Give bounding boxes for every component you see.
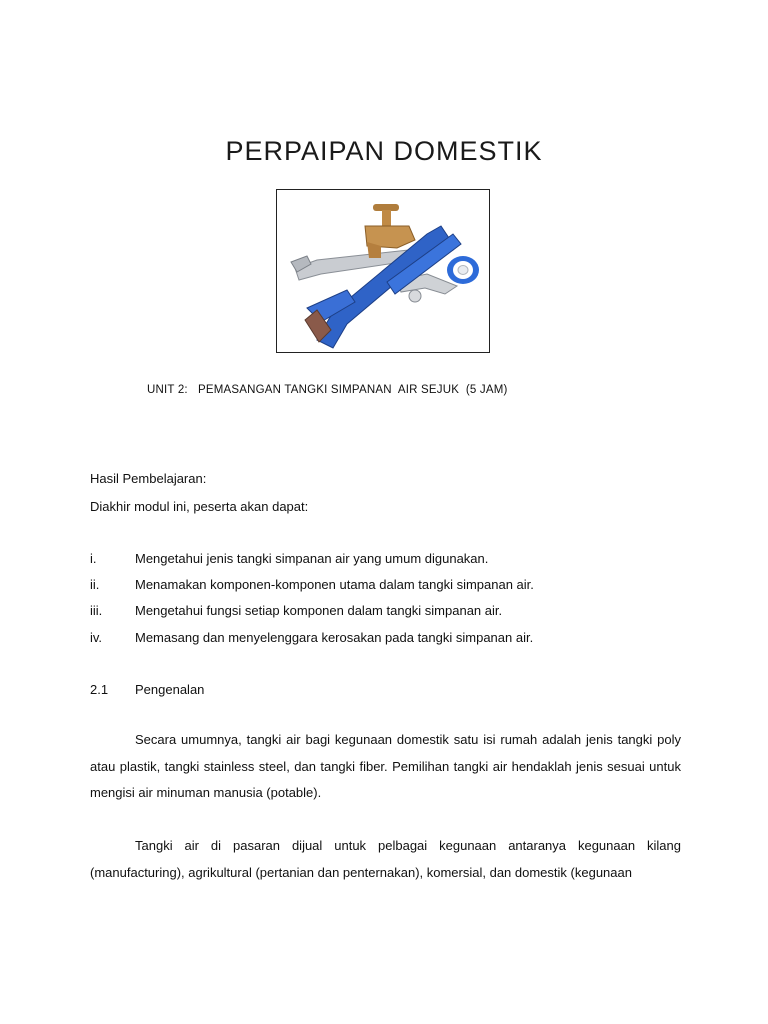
list-item: Menamakan komponen-komponen utama dalam tangki simpanan air. [135,577,534,592]
section-title: Pengenalan [135,682,205,697]
list-item-number: iv. [90,630,103,645]
list-item-number: i. [90,551,97,566]
list-item: Mengetahui fungsi setiap komponen dalam tangki simpanan air. [135,603,503,618]
unit-heading: UNIT 2: PEMASANGAN TANGKI SIMPANAN AIR SEJUK (5 JAM) [147,384,508,396]
paragraph [90,727,681,807]
learning-outcomes-intro: Diakhir modul ini, peserta akan dapat: [90,499,309,514]
list-item: Mengetahui jenis tangki simpanan air yang umum digunakan. [135,551,489,566]
plumbing-tools-image [276,189,490,353]
list-item: Memasang dan menyelenggara kerosakan pada tangki simpanan air. [135,630,534,645]
list-item-number: ii. [90,577,100,592]
paragraph-text: Tangki air di pasaran dijual untuk pelbagai kegunaan antaranya kegunaan kilang (manufacturing), agrikultural (pertanian dan penternakan), komersial, dan domestik (kegunaan [90,838,681,880]
learning-outcomes-heading: Hasil Pembelajaran: [90,471,207,486]
paragraph [90,833,681,886]
list-item-number: iii. [90,603,103,618]
section-number: 2.1 [90,682,109,697]
page-title: PERPAIPAN DOMESTIK [225,136,543,166]
paragraph-text: Secara umumnya, tangki air bagi kegunaan domestik satu isi rumah adalah jenis tangki poly atau plastik, tangki stainless steel, dan tangki fiber. Pemilihan tangki air hendaklah jenis sesuai untuk mengisi air minuman manusia (potable). [90,732,681,800]
tape-roll-icon [447,256,479,284]
